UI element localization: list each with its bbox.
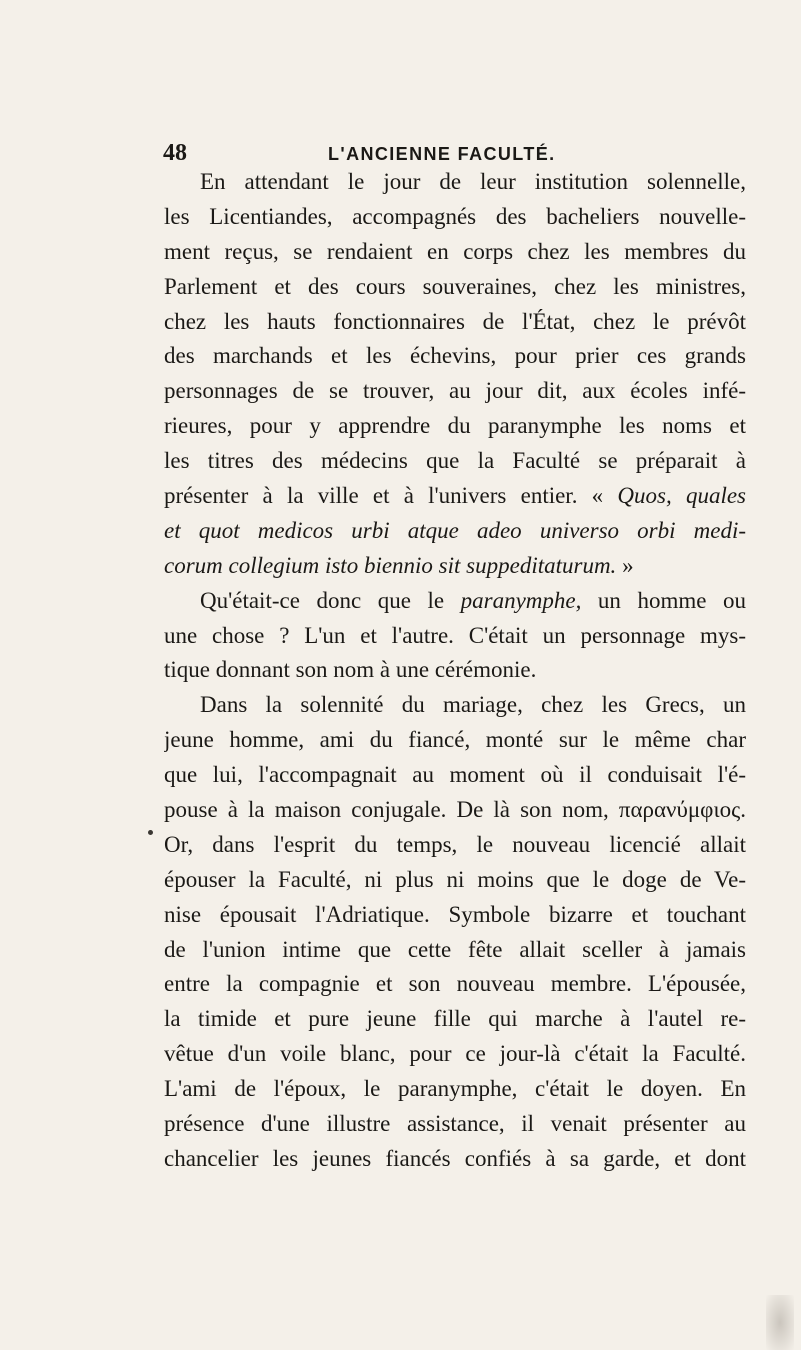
text-line: jeune homme, ami du fiancé, monté sur le même char — [164, 727, 746, 753]
text-line: nise épousait l'Adriatique. Symbole bizarre et touchant — [164, 901, 746, 927]
text-line: présence d'une illustre assistance, il venait présenter au — [164, 1111, 746, 1137]
text-line: les titres des médecins que la Faculté se préparait à — [164, 448, 746, 474]
text-line: entre la compagnie et son nouveau membre. L'épousée, — [164, 971, 746, 997]
text-line: pouse à la maison conjugale. De là son nom, παρανύμφιος. — [164, 797, 746, 823]
text-line: les Licentiandes, accompagnés des bacheliers nouvelle- — [164, 203, 746, 229]
margin-mark — [148, 830, 153, 835]
text-line: Or, dans l'esprit du temps, le nouveau licencié allait — [164, 831, 746, 857]
running-head — [163, 140, 743, 168]
text-line: Parlement et des cours souveraines, chez les ministres, — [164, 273, 746, 299]
running-title: L'ANCIENNE FACULTÉ. — [328, 144, 556, 164]
text-line: corum collegium isto biennio sit suppeditaturum. » — [164, 552, 634, 578]
text-line: que lui, l'accompagnait au moment où il conduisait l'é- — [164, 762, 746, 788]
text-line: L'ami de l'époux, le paranymphe, c'était le doyen. En — [164, 1076, 746, 1102]
text-line: personnages de se trouver, au jour dit, aux écoles infé- — [164, 378, 746, 404]
text-line: présenter à la ville et à l'univers entier. « Quos, quales — [164, 483, 746, 509]
text-line: chancelier les jeunes fiancés confiés à sa garde, et dont — [164, 1145, 746, 1171]
text-line: tique donnant son nom à une cérémonie. — [164, 657, 537, 683]
text-line: de l'union intime que cette fête allait sceller à jamais — [164, 936, 746, 962]
body-text — [164, 165, 746, 1177]
page-number: 48 — [163, 140, 187, 166]
text-line: la timide et pure jeune fille qui marche à l'autel re- — [164, 1006, 746, 1032]
text-line: des marchands et les échevins, pour prier ces grands — [164, 343, 746, 369]
text-line: rieures, pour y apprendre du paranymphe les noms et — [164, 413, 746, 439]
text-line: une chose ? L'un et l'autre. C'était un personnage mys- — [164, 622, 746, 648]
paper-speck — [766, 1295, 794, 1350]
text-line: En attendant le jour de leur institution solennelle, — [200, 169, 746, 194]
text-line: chez les hauts fonctionnaires de l'État, chez le prévôt — [164, 308, 746, 334]
text-line: et quot medicos urbi atque adeo universo orbi medi- — [164, 517, 746, 543]
text-line: Qu'était-ce donc que le paranymphe, un homme ou — [200, 587, 746, 613]
text-line: ment reçus, se rendaient en corps chez les membres du — [164, 238, 746, 264]
text-line: Dans la solennité du mariage, chez les Grecs, un — [200, 692, 746, 718]
text-line: épouser la Faculté, ni plus ni moins que le doge de Ve- — [164, 866, 746, 892]
text-line: vêtue d'un voile blanc, pour ce jour-là c'était la Faculté. — [164, 1041, 746, 1067]
